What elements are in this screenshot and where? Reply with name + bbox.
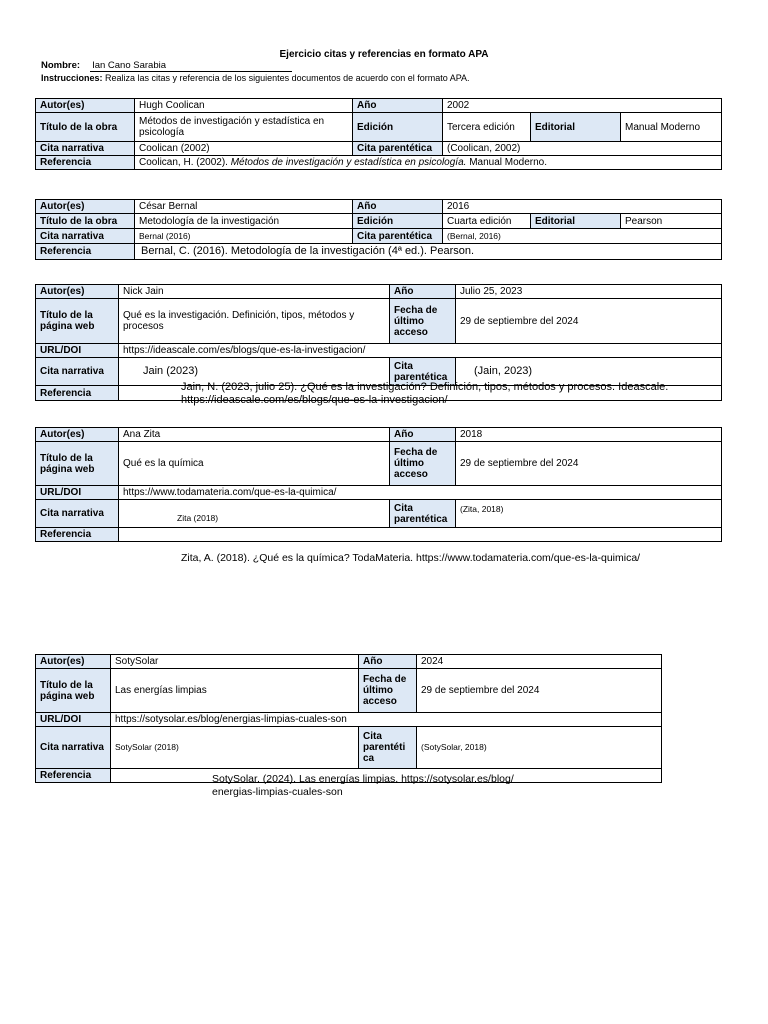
parenthetical-label: Cita parentética — [390, 500, 456, 528]
reference-label: Referencia — [36, 156, 135, 170]
author-value: SotySolar — [111, 655, 359, 669]
instructions-label: Instrucciones: — [41, 73, 103, 83]
url-value[interactable]: https://ideascale.com/es/blogs/que-es-la-investigacion/ — [119, 344, 722, 358]
citation-table-4 — [35, 427, 722, 542]
web-title-value: Qué es la química — [119, 442, 390, 486]
last-access-value: 29 de septiembre del 2024 — [456, 299, 722, 344]
edition-value: Cuarta edición — [443, 214, 531, 229]
parenthetical-value: (Bernal, 2016) — [443, 229, 722, 244]
reference-label: Referencia — [36, 244, 135, 260]
year-label: Año — [353, 99, 443, 113]
year-value: 2002 — [443, 99, 722, 113]
year-value: 2018 — [456, 428, 722, 442]
citation-table-5 — [35, 654, 662, 783]
last-access-label: Fecha de último acceso — [359, 669, 417, 713]
reference-text-outside: Zita, A. (2018). ¿Qué es la química? TodaMateria. https://www.todamateria.com/que-es-la-quimica/ — [181, 552, 641, 564]
url-value[interactable]: https://sotysolar.es/blog/energias-limpias-cuales-son — [111, 713, 662, 727]
url-label: URL/DOI — [36, 486, 119, 500]
publisher-value: Pearson — [621, 214, 722, 229]
last-access-value: 29 de septiembre del 2024 — [456, 442, 722, 486]
work-title-label: Título de la obra — [36, 214, 135, 229]
author-label: Autor(es) — [36, 428, 119, 442]
reference-label: Referencia — [36, 769, 111, 783]
last-access-label: Fecha de último acceso — [390, 442, 456, 486]
reference-value — [119, 381, 722, 406]
citation-table-3 — [35, 284, 722, 406]
year-label: Año — [390, 428, 456, 442]
edition-value: Tercera edición — [443, 113, 531, 142]
url-label: URL/DOI — [36, 344, 119, 358]
narrative-value: Zita (2018) — [119, 500, 390, 528]
author-label: Autor(es) — [36, 200, 135, 214]
last-access-label: Fecha de último acceso — [390, 299, 456, 344]
name-row — [41, 60, 292, 72]
name-field[interactable]: Ian Cano Sarabia — [90, 60, 292, 72]
reference-line-2: energias-limpias-cuales-son — [212, 786, 343, 798]
author-value: Nick Jain — [119, 285, 390, 299]
citation-table-2 — [35, 199, 722, 260]
reference-publisher: Manual Moderno. — [466, 157, 548, 168]
page-title: Ejercicio citas y referencias en formato APA — [279, 49, 489, 60]
edition-label: Edición — [353, 113, 443, 142]
year-label: Año — [359, 655, 417, 669]
web-title-value: Qué es la investigación. Definición, tipos, métodos y procesos — [119, 299, 390, 344]
reference-value: Bernal, C. (2016). Metodología de la investigación (4ª ed.). Pearson. — [135, 244, 722, 260]
narrative-value: SotySolar (2018) — [111, 727, 359, 769]
parenthetical-value: (SotySolar, 2018) — [417, 727, 662, 769]
parenthetical-label: Cita parentética — [353, 142, 443, 156]
publisher-value: Manual Moderno — [621, 113, 722, 142]
parenthetical-label: Cita parentética — [353, 229, 443, 244]
year-label: Año — [390, 285, 456, 299]
instructions-text: Realiza las citas y referencia de los siguientes documentos de acuerdo con el formato APA. — [105, 73, 470, 83]
publisher-label: Editorial — [531, 214, 621, 229]
publisher-label: Editorial — [531, 113, 621, 142]
year-value: Julio 25, 2023 — [456, 285, 722, 299]
edition-label: Edición — [353, 214, 443, 229]
author-label: Autor(es) — [36, 99, 135, 113]
year-value: 2016 — [443, 200, 722, 214]
narrative-label: Cita narrativa — [36, 229, 135, 244]
reference-line-1: SotySolar. (2024). Las energías limpias. https://sotysolar.es/blog/ — [212, 773, 514, 785]
parenthetical-value: (Coolican, 2002) — [443, 142, 722, 156]
author-label: Autor(es) — [36, 285, 119, 299]
url-label: URL/DOI — [36, 713, 111, 727]
narrative-value: Bernal (2016) — [135, 229, 353, 244]
author-value: Hugh Coolican — [135, 99, 353, 113]
reference-value — [119, 528, 722, 542]
year-value: 2024 — [417, 655, 662, 669]
narrative-label: Cita narrativa — [36, 500, 119, 528]
author-value: César Bernal — [135, 200, 353, 214]
name-label: Nombre: — [41, 60, 81, 71]
parenthetical-value: (Zita, 2018) — [456, 500, 722, 528]
parenthetical-label: Cita parentética — [390, 358, 456, 386]
narrative-value: Jain (2023) — [119, 358, 390, 386]
reference-text: Jain, N. (2023, julio 25). ¿Qué es la investigación? Definición, tipos, métodos y procesos. Ideascale. https://ideascale.com/es/blogs/que-es-la-investigacion/ — [181, 381, 669, 406]
citation-table-1 — [35, 98, 722, 170]
work-title-label: Título de la obra — [36, 113, 135, 142]
reference-text-outside — [212, 773, 514, 799]
instructions — [41, 73, 470, 83]
reference-italic-title: Métodos de investigación y estadística en psicología. — [230, 157, 467, 168]
web-title-label: Título de la página web — [36, 442, 119, 486]
web-title-label: Título de la página web — [36, 669, 111, 713]
reference-value — [135, 156, 722, 170]
narrative-label: Cita narrativa — [36, 358, 119, 386]
reference-text: Coolican, H. (2002). — [139, 157, 231, 168]
year-label: Año — [353, 200, 443, 214]
web-title-label: Título de la página web — [36, 299, 119, 344]
last-access-value: 29 de septiembre del 2024 — [417, 669, 662, 713]
web-title-value: Las energías limpias — [111, 669, 359, 713]
reference-label: Referencia — [36, 386, 119, 401]
reference-label: Referencia — [36, 528, 119, 542]
work-title-value: Métodos de investigación y estadística en psicología — [135, 113, 353, 142]
work-title-value: Metodología de la investigación — [135, 214, 353, 229]
narrative-label: Cita narrativa — [36, 727, 111, 769]
author-value: Ana Zita — [119, 428, 390, 442]
parenthetical-value: (Jain, 2023) — [456, 358, 722, 386]
url-value[interactable]: https://www.todamateria.com/que-es-la-quimica/ — [119, 486, 722, 500]
narrative-label: Cita narrativa — [36, 142, 135, 156]
parenthetical-label: Cita parentéti ca — [359, 727, 417, 769]
narrative-value: Coolican (2002) — [135, 142, 353, 156]
author-label: Autor(es) — [36, 655, 111, 669]
